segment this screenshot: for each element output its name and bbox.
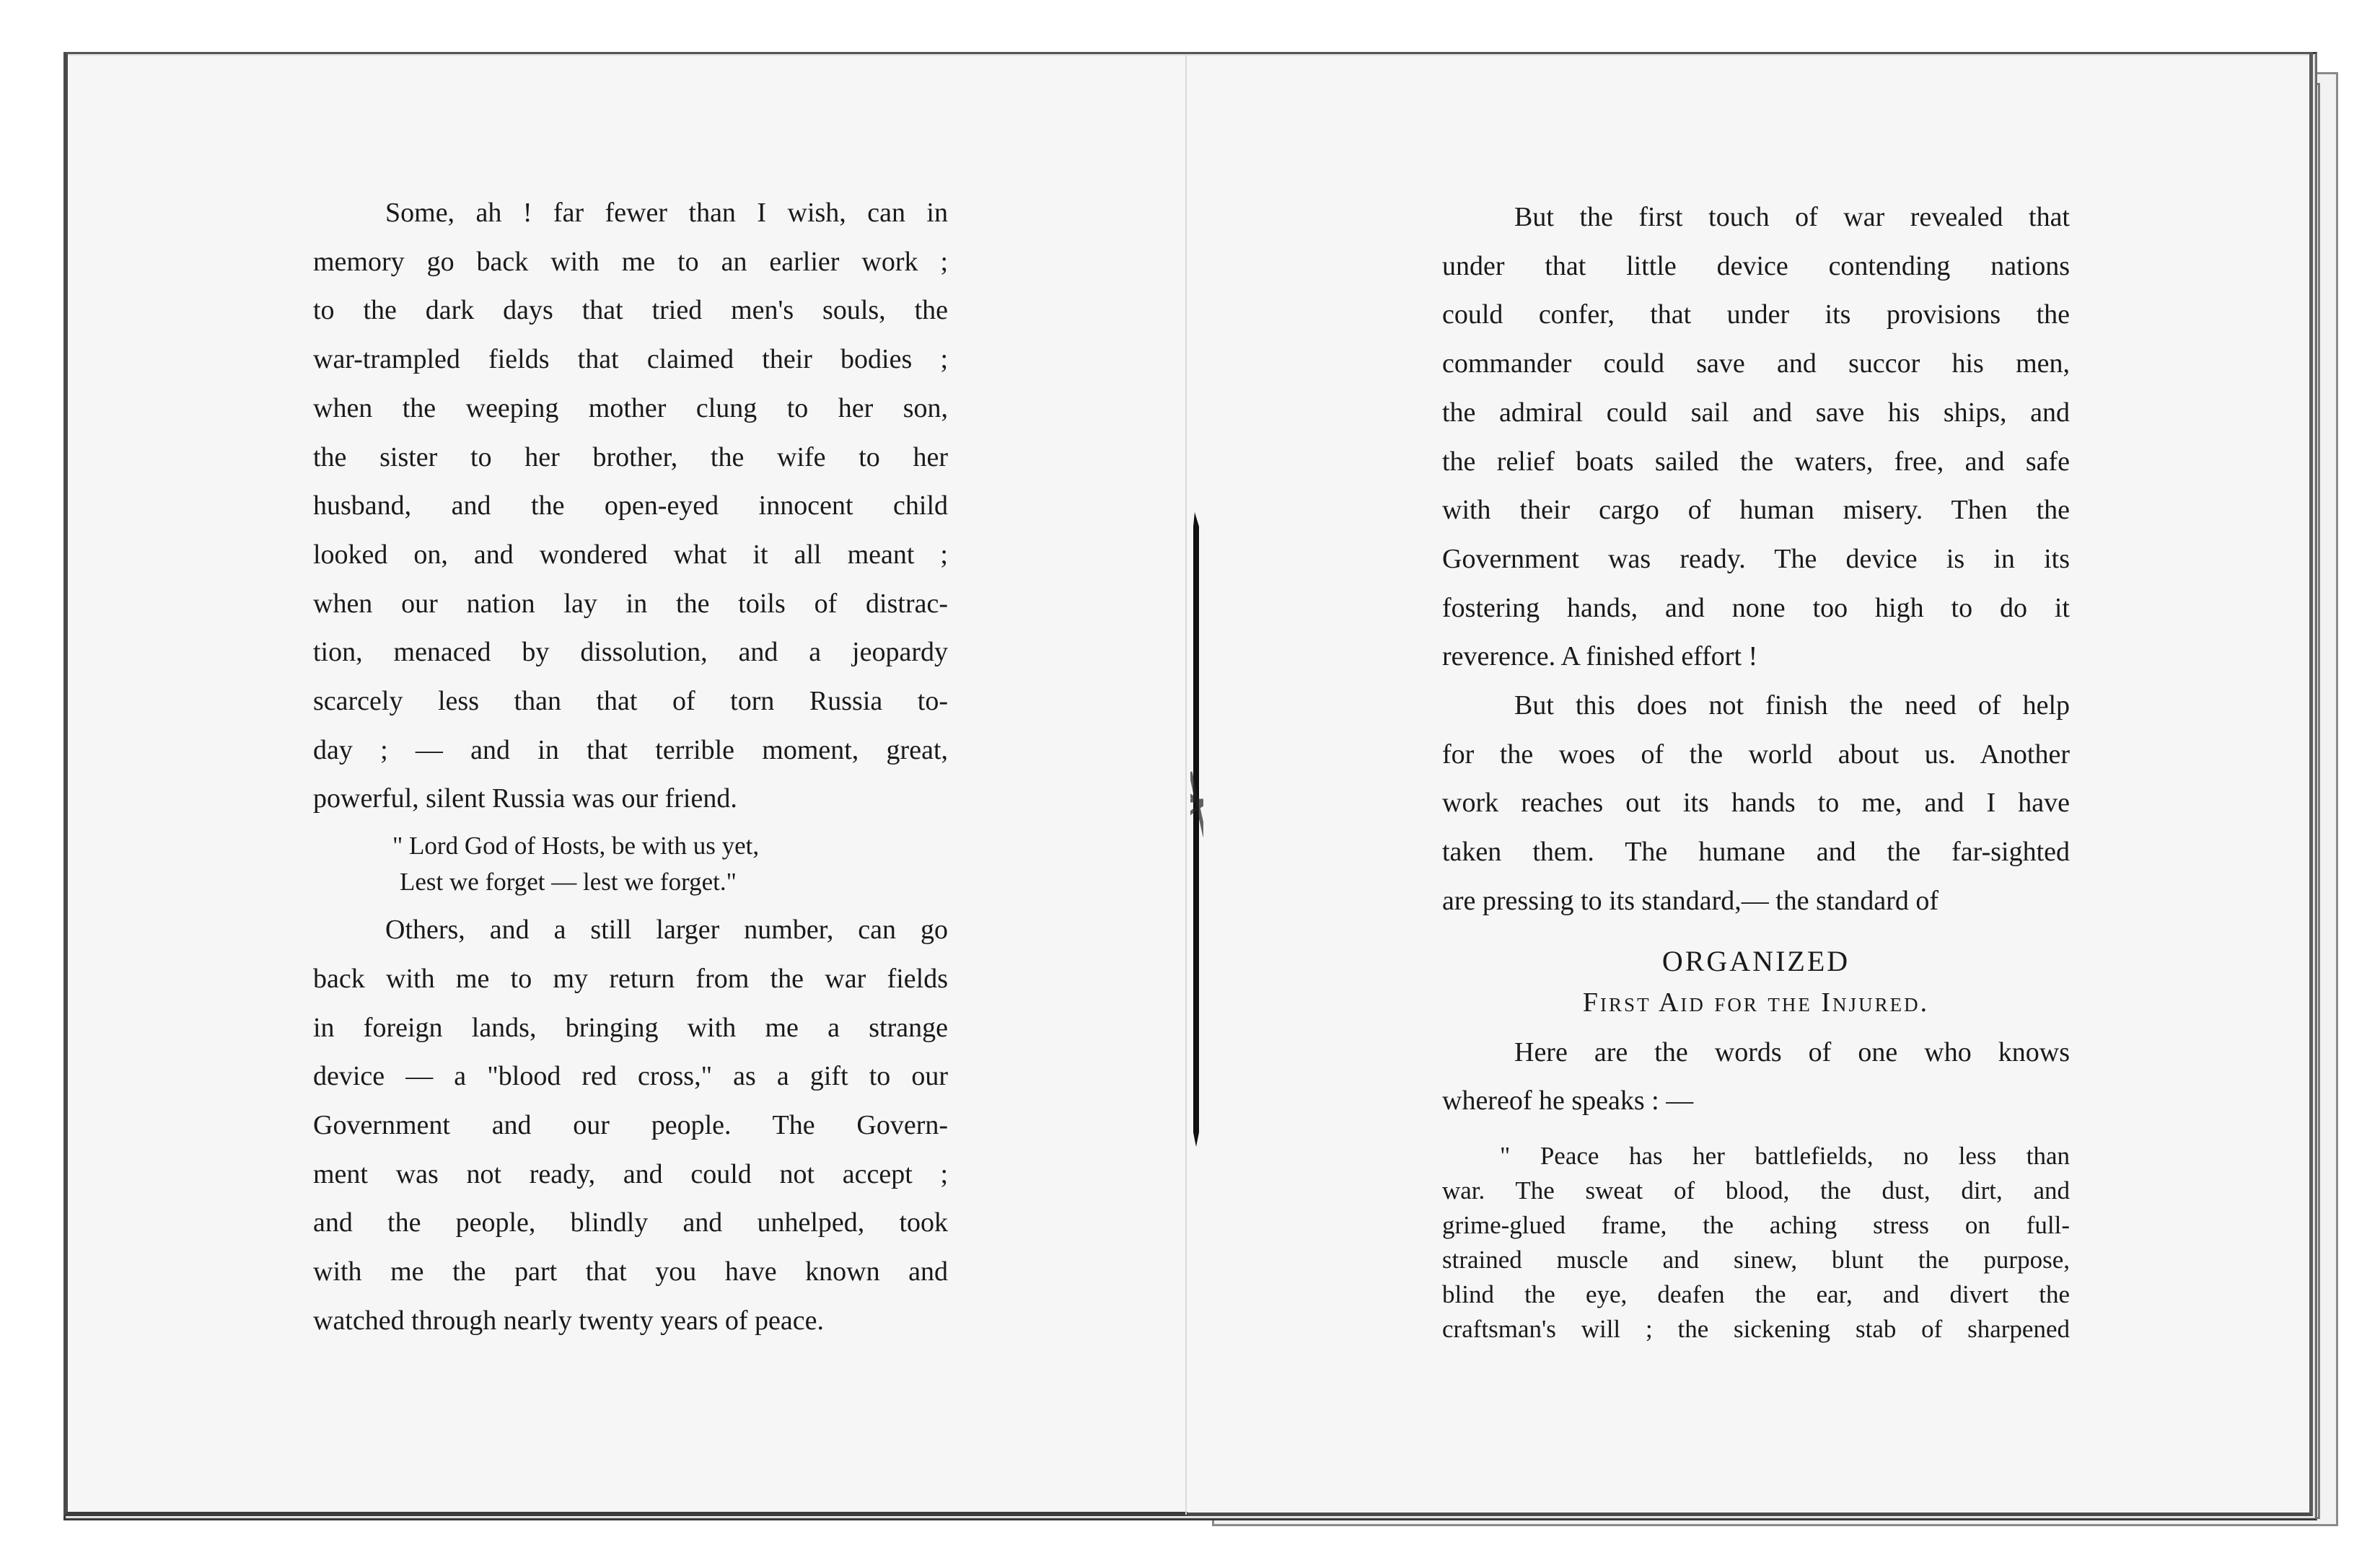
text-line: commander could save and succor his men, (1442, 348, 2070, 379)
text-line: Others, and a still larger number, can go (385, 915, 948, 946)
text-line: for the woes of the world about us. Another (1442, 739, 2070, 770)
page-gutter (1185, 55, 1187, 1515)
text-line: work reaches out its hands to me, and I have (1442, 788, 2070, 819)
right-paragraph-1 (1442, 193, 2070, 682)
text-line: the admiral could sail and save his ships, and (1442, 397, 2070, 428)
text-line: war-trampled fields that claimed their bodies ; (313, 344, 948, 375)
quote-line: " Peace has her battlefields, no less than (1500, 1141, 2070, 1170)
text-line: the sister to her brother, the wife to her (313, 441, 948, 472)
text-line: Government was ready. The device is in its (1442, 543, 2070, 574)
text-line: whereof he speaks : — (1442, 1086, 1694, 1117)
right-paragraph-3 (1442, 1029, 2070, 1126)
poem-line: " Lord God of Hosts, be with us yet, (392, 832, 760, 860)
binding-cord (1190, 512, 1203, 1147)
block-quote (1442, 1139, 2070, 1347)
quote-line: craftsman's will ; the sickening stab of sharpened (1442, 1314, 2070, 1343)
text-line: powerful, silent Russia was our friend. (313, 783, 737, 814)
poem-line: Lest we forget — lest we forget." (400, 868, 737, 897)
text-line: scarcely less than that of torn Russia to- (313, 686, 948, 717)
right-paragraph-2 (1442, 682, 2070, 926)
quote-line: blind the eye, deafen the ear, and divert the (1442, 1280, 2070, 1308)
text-line: when our nation lay in the toils of distrac- (313, 588, 948, 619)
text-line: are pressing to its standard,— the standard of (1442, 885, 1939, 916)
text-line: But the first touch of war revealed that (1514, 202, 2070, 232)
text-line: with me the part that you have known and (313, 1256, 948, 1287)
text-line: the relief boats sailed the waters, free, and safe (1442, 446, 2070, 477)
section-heading (1442, 939, 2070, 1021)
text-line: fostering hands, and none too high to do it (1442, 592, 2070, 623)
text-line: reverence. A finished effort ! (1442, 641, 1758, 672)
text-line: tion, menaced by dissolution, and a jeopardy (313, 637, 948, 668)
text-line: day ; — and in that terrible moment, great, (313, 734, 948, 765)
left-paragraph-2 (313, 906, 948, 1345)
quote-line: strained muscle and sinew, blunt the purpose, (1442, 1245, 2070, 1274)
text-line: could confer, that under its provisions the (1442, 299, 2070, 330)
text-line: in foreign lands, bringing with me a strange (313, 1012, 948, 1043)
heading-subtitle: First Aid for the Injured. (1582, 987, 1930, 1018)
right-text-column (1442, 193, 2070, 1347)
text-line: when the weeping mother clung to her son, (313, 392, 948, 423)
text-line: ment was not ready, and could not accept ; (313, 1158, 948, 1189)
text-line: memory go back with me to an earlier work ; (313, 246, 948, 277)
text-line: Here are the words of one who knows (1514, 1036, 2070, 1067)
text-line: But this does not finish the need of help (1514, 690, 2070, 721)
quote-line: war. The sweat of blood, the dust, dirt, and (1442, 1176, 2070, 1205)
text-line: and the people, blindly and unhelped, took (313, 1207, 948, 1238)
text-line: to the dark days that tried men's souls, the (313, 295, 948, 326)
text-line: watched through nearly twenty years of peace. (313, 1305, 824, 1336)
text-line: taken them. The humane and the far-sighted (1442, 837, 2070, 868)
heading-title: ORGANIZED (1661, 944, 1850, 977)
text-line: device — a "blood red cross," as a gift to our (313, 1061, 948, 1092)
left-paragraph-1 (313, 189, 948, 824)
text-line: under that little device contending nations (1442, 250, 2070, 281)
left-text-column (313, 189, 948, 1345)
text-line: with their cargo of human misery. Then the (1442, 495, 2070, 526)
text-line: Some, ah ! far fewer than I wish, can in (385, 198, 948, 228)
text-line: Government and our people. The Govern- (313, 1109, 948, 1140)
text-line: back with me to my return from the war fields (313, 963, 948, 994)
quote-line: grime-glued frame, the aching stress on full- (1442, 1210, 2070, 1239)
text-line: husband, and the open-eyed innocent child (313, 490, 948, 521)
poem-quote (313, 828, 948, 900)
text-line: looked on, and wondered what it all meant ; (313, 539, 948, 570)
